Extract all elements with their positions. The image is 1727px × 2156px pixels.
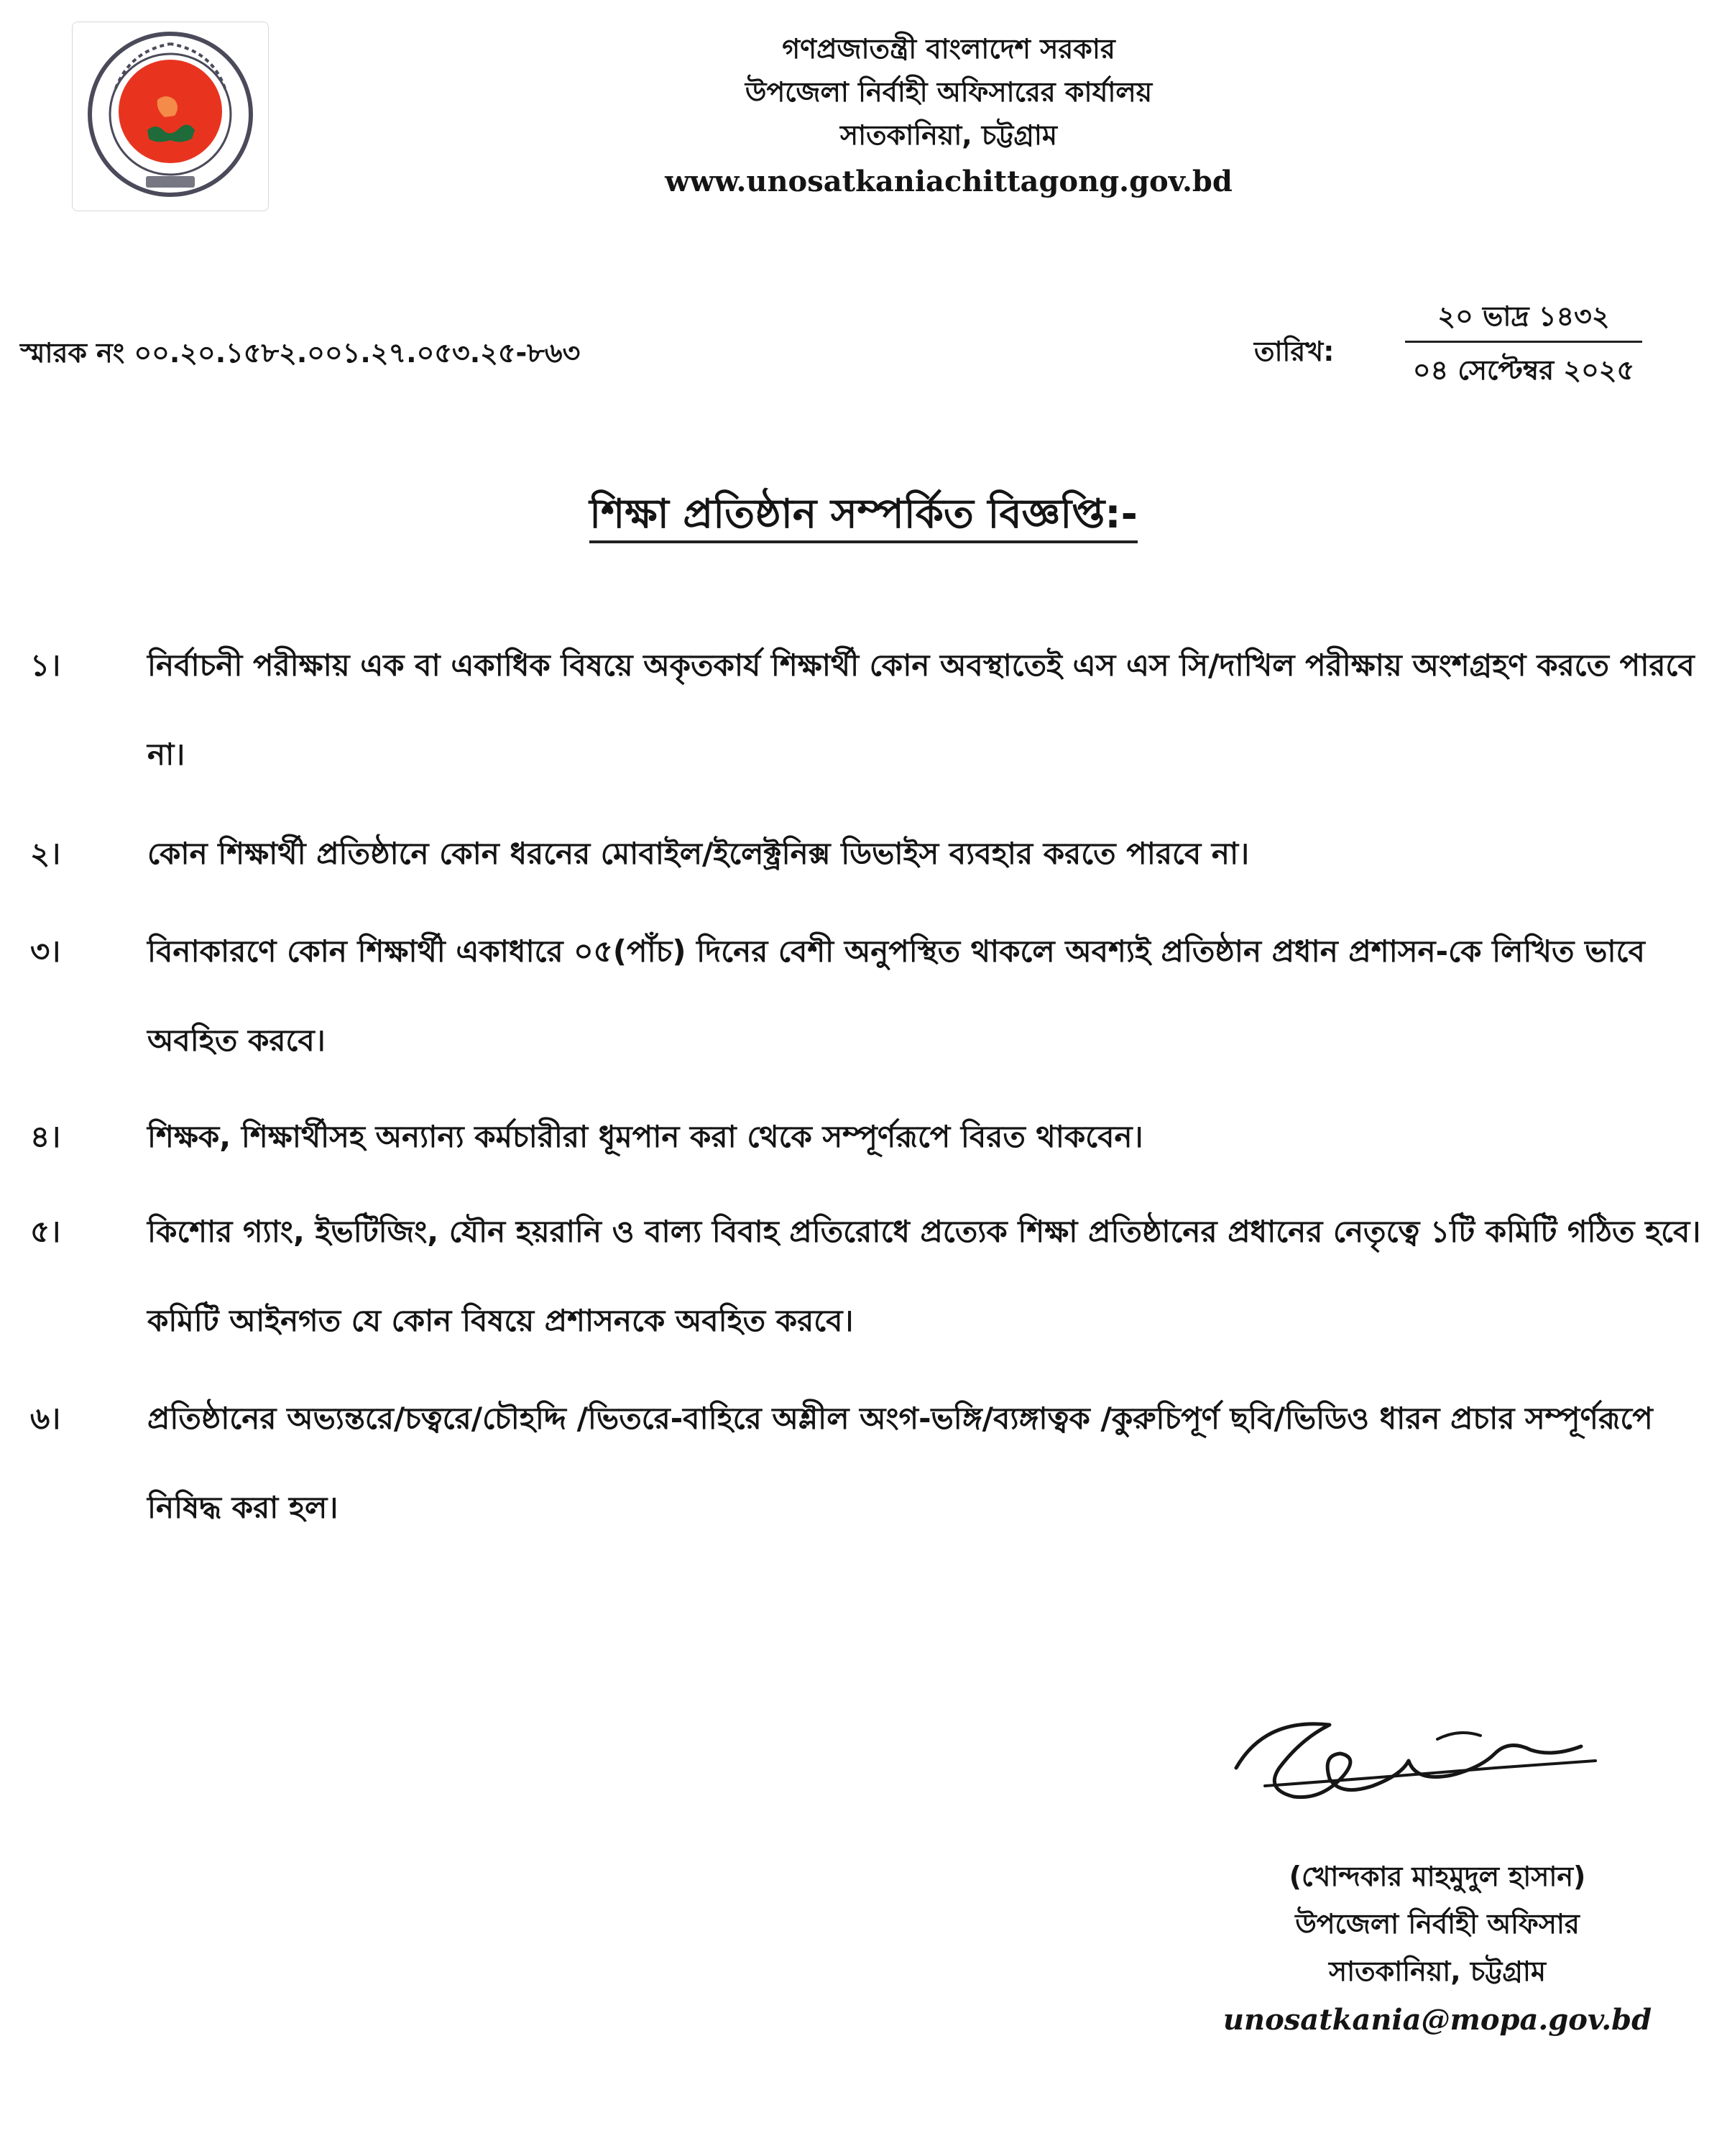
signature-icon <box>1222 1689 1624 1825</box>
website-link[interactable]: www.unosatkaniachittagong.gov.bd <box>665 165 1233 198</box>
item-text: কোন শিক্ষার্থী প্রতিষ্ঠানে কোন ধরনের মোবাইল/ইলেক্ট্রনিক্স ডিভাইস ব্যবহার করতে পারবে না। <box>147 836 1250 871</box>
memo-number: স্মারক নং ০০.২০.১৫৮২.০০১.২৭.০৫৩.২৫-৮৬৩ <box>20 337 581 369</box>
date-block <box>1405 296 1642 390</box>
signatory-name: (খোন্দকার মাহমুদুল হাসান) <box>1289 1861 1586 1892</box>
item-text: কিশোর গ্যাং, ইভটিজিং, যৌন হয়রানি ও বাল্য বিবাহ প্রতিরোধে প্রত্যেক শিক্ষা প্রতিষ্ঠানের প্রধানের নেতৃত্বে ১টি কমিটি গঠিত হবে। কমিটি আইনগত যে কোন বিষয়ে প্রশাসনকে অবহিত করবে। <box>147 1214 1701 1338</box>
date-bengali: ২০ ভাদ্র ১৪৩২ <box>1405 296 1642 343</box>
office-header <box>575 27 1322 204</box>
item-text: প্রতিষ্ঠানের অভ্যন্তরে/চত্বরে/চৌহদ্দি /ভিতরে-বাহিরে অশ্লীল অংগ-ভঙ্গি/ব্যঙ্গাত্বক /কুরুচিপূর্ণ ছবি/ভিডিও ধারন প্রচার সম্পূর্ণরূপে নিষিদ্ধ করা হল। <box>147 1401 1653 1525</box>
date-label: তারিখ: <box>1254 336 1335 367</box>
item-number: ২। <box>30 836 61 871</box>
signatory-block <box>1179 1853 1696 2045</box>
notice-title <box>0 483 1727 550</box>
notice-title-text: শিক্ষা প্রতিষ্ঠান সম্পর্কিত বিজ্ঞপ্তি:- <box>589 491 1138 543</box>
item-number: ১। <box>30 648 61 683</box>
date-gregorian: ০৪ সেপ্টেম্বর ২০২৫ <box>1412 354 1635 386</box>
signatory-designation: উপজেলা নির্বাহী অফিসার <box>1295 1908 1580 1940</box>
seal-emblem-icon <box>73 22 268 211</box>
item-text: নির্বাচনী পরীক্ষায় এক বা একাধিক বিষয়ে অকৃতকার্য শিক্ষার্থী কোন অবস্থাতেই এস এস সি/দাখিল পরীক্ষায় অংশগ্রহণ করতে পারবে না। <box>147 648 1695 772</box>
item-number: ৩। <box>30 934 61 969</box>
government-name: গণপ্রজাতন্ত্রী বাংলাদেশ সরকার <box>782 33 1115 65</box>
item-text: বিনাকারণে কোন শিক্ষার্থী একাধারে ০৫(পাঁচ) দিনের বেশী অনুপস্থিত থাকলে অবশ্যই প্রতিষ্ঠান প্রধান প্রশাসন-কে লিখিত ভাবে অবহিত করবে। <box>147 934 1645 1058</box>
item-number: ৫। <box>30 1214 61 1249</box>
item-number: ৬। <box>30 1401 61 1436</box>
signatory-email[interactable]: unosatkania@mopa.gov.bd <box>1222 2003 1652 2037</box>
signatory-location: সাতকানিয়া, চট্টগ্রাম <box>1329 1955 1546 1987</box>
item-number: ৪। <box>30 1119 61 1154</box>
item-text: শিক্ষক, শিক্ষার্থীসহ অন্যান্য কর্মচারীরা ধূমপান করা থেকে সম্পূর্ণরূপে বিরত থাকবেন। <box>147 1119 1143 1154</box>
government-seal <box>72 22 269 211</box>
office-name: উপজেলা নির্বাহী অফিসারের কার্যালয় <box>745 76 1153 108</box>
office-location: সাতকানিয়া, চট্টগ্রাম <box>840 119 1057 151</box>
